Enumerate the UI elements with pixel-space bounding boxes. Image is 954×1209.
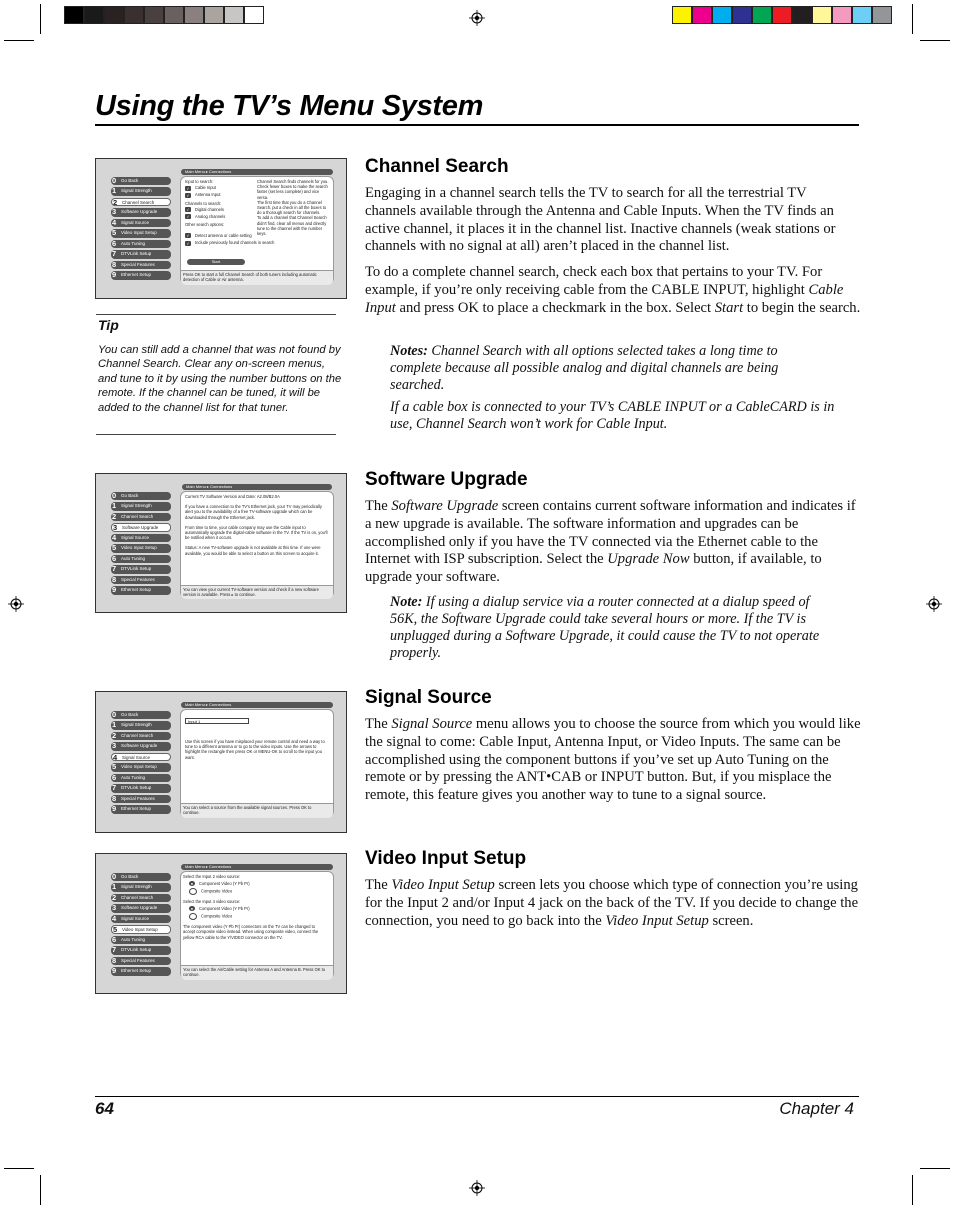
video-input-setup-paragraph: The Video Input Setup screen lets you choose which type of connection you’re using for the Input 2 and/or Input 4 jack on the back of the TV. If you decide to change the connection, you need to go back into the Video Input Setup screen.	[365, 877, 859, 929]
menu-item-label: Signal Strength	[121, 188, 152, 194]
screen-text: Detect antenna or cable setting	[195, 233, 252, 238]
section-heading-signal-source: Signal Source	[365, 687, 492, 708]
menu-item-number: 5	[113, 925, 118, 934]
color-swatch	[872, 6, 892, 24]
registration-mark-icon	[926, 596, 942, 612]
menu-item-label: Auto Tuning	[121, 936, 146, 942]
menu-item	[111, 187, 171, 195]
screen-text: Use this screen if you have misplaced your remote control and need a way to tune to a different antenna or to go to the video inputs. Use the arrows to highlight the rectangle then press OK or MENU-OK to scroll to the input you want.	[185, 739, 325, 760]
checkbox-icon: ✓	[186, 233, 190, 239]
menu-item	[111, 784, 171, 792]
channel-search-instructions: To do a complete channel search, check each box that pertains to your TV. For example, if you’re only receiving cable from the CABLE INPUT, highlight Cable Input and press OK to place a checkmark in the box. Select Start to begin the search.	[365, 264, 861, 316]
color-swatch	[852, 6, 872, 24]
menu-item-label: Video Input Setup	[121, 764, 157, 770]
menu-item-label: Ethernet Setup	[121, 806, 152, 812]
crop-mark	[4, 40, 34, 41]
software-upgrade-note: Note: If using a dialup service via a router connected at a dialup speed of 56K, the Software Upgrade could take several hours or more. If the TV is unplugged during a Software Upgrade, it could cause the TV to not operate properly.	[390, 594, 820, 661]
screen-panel	[180, 871, 334, 979]
footer-rule	[95, 1096, 859, 1097]
gray-swatch	[84, 6, 104, 24]
menu-item-label: DTVLink Setup	[121, 785, 152, 791]
menu-item-number: 6	[112, 554, 117, 563]
menu-item-label: Software Upgrade	[122, 525, 159, 531]
menu-item-label: Auto Tuning	[121, 240, 146, 246]
tip-heading: Tip	[98, 317, 119, 333]
menu-item	[111, 795, 171, 803]
menu-item-label: Go Back	[121, 493, 139, 498]
screen-text: Other search options:	[185, 222, 225, 228]
menu-item	[111, 177, 171, 185]
menu-item-number: 2	[112, 893, 117, 902]
menu-item	[111, 240, 171, 248]
color-swatch	[812, 6, 832, 24]
color-swatch	[792, 6, 812, 24]
menu-item-label: Ethernet Setup	[121, 968, 152, 974]
menu-item-number: 7	[112, 565, 117, 574]
screen-footer-text: You can select the Air/Cable setting for Antenna A and Antenna B. Press OK to continue.	[183, 967, 326, 978]
screen-text: Composite Video	[201, 888, 233, 894]
menu-item-label: Signal Source	[121, 534, 150, 540]
menu-item	[111, 883, 171, 891]
menu-item-label: Special Features	[121, 576, 155, 582]
menu-item-number: 8	[112, 260, 117, 269]
menu-item-label: Channel Search	[122, 199, 155, 205]
breadcrumb: Main Menu ▸ Connections	[181, 702, 333, 708]
menu-item-number: 3	[112, 742, 117, 751]
menu-item	[111, 957, 171, 965]
channel-search-note: Notes: Channel Search with all options selected takes a long time to complete because all possible analog and digital channels are being searched.	[390, 343, 779, 393]
screen-panel	[180, 491, 334, 598]
crop-mark	[912, 4, 913, 34]
menu-item-label: Special Features	[121, 795, 155, 801]
menu-item	[111, 513, 171, 521]
menu-item-number: 4	[112, 914, 117, 923]
checkbox-icon: ✓	[186, 185, 190, 191]
menu-item	[111, 250, 171, 258]
menu-item-label: Channel Search	[121, 513, 154, 519]
menu-item	[111, 544, 171, 552]
gray-swatch	[144, 6, 164, 24]
menu-item-label: DTVLink Setup	[121, 251, 152, 257]
menu-item-number: 3	[112, 208, 117, 217]
menu-item-number: 1	[112, 187, 117, 196]
menu-item	[111, 805, 171, 813]
menu-item-number: 0	[112, 711, 117, 719]
menu-item-number: 0	[112, 492, 117, 500]
signal-source-screenshot	[95, 691, 347, 833]
menu-item-number: 9	[112, 805, 117, 814]
menu-item-label: Auto Tuning	[121, 774, 146, 780]
menu-item	[111, 732, 171, 740]
screen-text: The component video (Y Pb Pr) connectors on the TV can be changed to accept composite video instead. When using composite video, connect the yellow RCA cable to the Y/VIDEO connector on the TV.	[183, 924, 319, 940]
screen-text: If you have a connection to the TV's Ethernet jack, your TV may periodically alert you to the availability of a free TV-software upgrade which can be downloaded through the Ethernet jack.	[185, 504, 322, 520]
menu-item	[111, 502, 171, 510]
menu-list	[111, 492, 171, 597]
screen-panel	[180, 176, 334, 284]
screen-text: Antenna Input	[195, 192, 221, 198]
color-swatch	[732, 6, 752, 24]
checkbox-icon: ✓	[186, 207, 190, 213]
gray-swatch	[184, 6, 204, 24]
menu-item-number: 9	[112, 586, 117, 595]
menu-item-label: Signal Strength	[121, 884, 152, 890]
crop-mark	[920, 40, 950, 41]
menu-item-number: 5	[112, 544, 117, 553]
menu-item	[111, 576, 171, 584]
menu-item-label: Software Upgrade	[121, 209, 158, 215]
checkbox-icon: ✓	[186, 240, 190, 246]
chapter-label: Chapter 4	[779, 1099, 854, 1118]
menu-item-number: 6	[112, 773, 117, 782]
menu-item-number: 3	[113, 523, 118, 532]
menu-item-label: Go Back	[121, 178, 139, 183]
menu-item-number: 8	[112, 956, 117, 965]
menu-item-number: 9	[112, 271, 117, 280]
menu-item-label: Video Input Setup	[121, 545, 157, 551]
menu-item	[111, 915, 171, 923]
menu-item	[111, 271, 171, 279]
tip-rule-top	[96, 314, 336, 315]
radio-icon	[189, 888, 197, 895]
menu-item-number: 8	[112, 575, 117, 584]
registration-mark-icon	[469, 10, 485, 26]
menu-item-label: Ethernet Setup	[121, 587, 152, 593]
menu-item-label: Channel Search	[121, 894, 154, 900]
screen-footer-text: Press OK to start a full Channel Search of both tuners including automatic detection of Cable or Air antenna.	[183, 272, 317, 283]
color-swatch	[772, 6, 792, 24]
menu-item	[111, 492, 171, 500]
menu-item-number: 5	[112, 763, 117, 772]
breadcrumb: Main Menu ▸ Connections	[181, 169, 333, 175]
menu-item	[111, 555, 171, 563]
menu-item-label: Signal Strength	[121, 503, 152, 509]
screen-text: Current TV Software Version and Date: A2.08/B2.0A	[185, 494, 280, 499]
menu-item	[111, 711, 171, 719]
menu-item-number: 2	[112, 731, 117, 740]
screen-text: From time to time, your cable company may use the Cable input to automatically upgrade the digital-cable software in the TV. If the TV is on, you'll be notified when it occurs.	[185, 524, 328, 541]
menu-item-number: 1	[112, 502, 117, 511]
screen-text: Component Video (Y Pb Pr)	[199, 880, 250, 886]
crop-mark	[920, 1168, 950, 1169]
gray-swatch	[64, 6, 84, 24]
software-upgrade-screenshot	[95, 473, 347, 613]
menu-item-label: Special Features	[121, 957, 155, 963]
menu-item	[111, 925, 171, 933]
menu-item-number: 7	[112, 250, 117, 259]
section-heading-video-input-setup: Video Input Setup	[365, 848, 527, 869]
channel-search-note-cable: If a cable box is connected to your TV’s CABLE INPUT or a CableCARD is in use, Channel Search won’t work for Cable Input.	[390, 399, 835, 432]
screen-footer-text: You can view your current TV-software version and check if a new software version is available. Press ▸ to continue.	[183, 587, 319, 598]
crop-mark	[912, 1175, 913, 1205]
menu-item-number: 6	[112, 935, 117, 944]
menu-item	[111, 586, 171, 594]
menu-item-label: Signal Strength	[121, 722, 152, 728]
title-rule	[95, 124, 859, 126]
radio-icon	[189, 913, 197, 920]
tip-text: You can still add a channel that was not found by Channel Search. Clear any on-screen menus, and tune to it by using the number buttons on the remote. If the channel can be tuned, it will be added to the channel list for that tuner.	[98, 344, 342, 414]
menu-item	[111, 936, 171, 944]
menu-item-label: Channel Search	[121, 732, 154, 738]
menu-item	[111, 261, 171, 269]
gray-swatch	[224, 6, 244, 24]
color-swatch	[832, 6, 852, 24]
menu-item-number: 3	[112, 904, 117, 913]
start-button: Start	[187, 259, 245, 265]
menu-item	[111, 721, 171, 729]
menu-item	[111, 873, 171, 881]
screen-text: Channel Search finds channels for you. Check fewer boxes to make the search faster (set less complete) and vice versa. The first time that you do a Channel Search, put a check in all the boxes to do a thorough search for channels. To add a channel that Channel Search didn't find, clear all menus and directly tune to the channel with the number keys.	[257, 179, 329, 237]
menu-item-number: 0	[112, 873, 117, 881]
menu-item-number: 0	[112, 177, 117, 185]
menu-item	[111, 565, 171, 573]
menu-list	[111, 177, 171, 282]
gray-swatch	[104, 6, 124, 24]
signal-source-paragraph: The Signal Source menu allows you to choose the source from which you would like the signal to come: Cable Input, Antenna Input, or Video Inputs. The same can be accomplished using the component buttons if you’ve set up Auto Tuning on the remote or by pressing the ANT•CAB or INPUT button. But, if you misplace the remote, this feature gives you another way to tune to a signal source.	[365, 716, 861, 804]
menu-list	[111, 711, 171, 816]
section-heading-channel-search: Channel Search	[365, 156, 509, 177]
menu-item	[111, 219, 171, 227]
screen-text: Include previously found channels in search	[195, 240, 275, 246]
menu-item-number: 2	[112, 512, 117, 521]
screen-text: Status: A new TV-software upgrade is not available at this time. If one were available, you would be able to select a button on this screen to acquire it.	[185, 545, 321, 556]
channel-search-paragraph: Engaging in a channel search tells the TV to search for all the terrestrial TV channels available through the Antenna and Cable Inputs. When the TV finds an active channel, it places it in the channel list. Inactive channels (weak stations or channels with no signal at all) aren’t placed in the channel list.	[365, 185, 836, 255]
registration-mark-icon	[8, 596, 24, 612]
registration-mark-icon	[469, 1180, 485, 1196]
color-swatch	[672, 6, 692, 24]
menu-item-number: 8	[112, 794, 117, 803]
crop-mark	[40, 1175, 41, 1205]
menu-item	[111, 904, 171, 912]
menu-item-number: 1	[112, 883, 117, 892]
crop-mark	[4, 1168, 34, 1169]
menu-item	[111, 774, 171, 782]
menu-item-label: Signal Source	[121, 219, 150, 225]
menu-item	[111, 763, 171, 771]
gray-swatch	[204, 6, 224, 24]
menu-item-number: 4	[112, 218, 117, 227]
menu-item-number: 6	[112, 239, 117, 248]
screen-text: Select the Input 2 video source:	[183, 874, 241, 879]
menu-item	[111, 208, 171, 216]
menu-item-label: Software Upgrade	[121, 743, 158, 749]
menu-item-label: Special Features	[121, 261, 155, 267]
menu-list	[111, 873, 171, 978]
menu-item	[111, 894, 171, 902]
video-input-setup-screenshot	[95, 853, 347, 994]
screen-panel	[180, 709, 334, 817]
screen-text: Select the Input 4 video source:	[183, 899, 241, 905]
screen-text: Cable Input	[195, 185, 216, 191]
screen-text: Analog channels	[195, 213, 226, 219]
menu-item-label: Auto Tuning	[121, 555, 146, 561]
menu-item	[111, 523, 171, 531]
menu-item-label: Go Back	[121, 712, 139, 717]
color-swatch	[712, 6, 732, 24]
menu-item-label: DTVLink Setup	[121, 566, 152, 572]
menu-item-label: Signal Source	[122, 754, 151, 760]
screen-text: Composite Video	[201, 913, 233, 919]
menu-item	[111, 946, 171, 954]
radio-icon: ●	[190, 906, 194, 912]
breadcrumb: Main Menu ▸ Connections	[182, 484, 332, 490]
software-upgrade-paragraph: The Software Upgrade screen contains current software information and indicates if a new upgrade is available. The software information and upgrades can be accomplished only if you have the TV connected via the Ethernet cable to the Internet with ISP subscription. Select the Upgrade Now button, if available, to upgrade your software.	[365, 498, 856, 586]
breadcrumb: Main Menu ▸ Connections	[181, 864, 333, 870]
crop-mark	[40, 4, 41, 34]
menu-item-number: 2	[113, 197, 118, 207]
menu-item-number: 4	[113, 752, 118, 762]
menu-item-label: Video Input Setup	[121, 230, 157, 236]
menu-item	[111, 742, 171, 750]
gray-swatch	[244, 6, 264, 24]
signal-input-box: Input 1	[185, 718, 249, 724]
menu-item-number: 7	[112, 784, 117, 793]
menu-item-number: 5	[112, 229, 117, 238]
color-swatch	[752, 6, 772, 24]
color-swatch	[692, 6, 712, 24]
screen-text: Input to search:	[185, 179, 214, 184]
menu-item-label: DTVLink Setup	[121, 947, 152, 953]
screen-text: Digital channels	[195, 206, 224, 212]
tip-rule-bottom	[96, 434, 336, 435]
checkbox-icon: ✓	[186, 214, 190, 220]
page-number: 64	[95, 1099, 114, 1118]
screen-text: Channels to search:	[185, 200, 222, 206]
gray-swatch	[164, 6, 184, 24]
menu-item-number: 7	[112, 946, 117, 955]
menu-item	[111, 534, 171, 542]
menu-item-number: 1	[112, 721, 117, 730]
menu-item-label: Ethernet Setup	[121, 272, 152, 278]
menu-item-label: Go Back	[121, 874, 139, 879]
channel-search-screenshot	[95, 158, 347, 299]
checkbox-icon: ✓	[186, 192, 190, 198]
gray-swatch	[124, 6, 144, 24]
menu-item-label: Software Upgrade	[121, 905, 158, 911]
radio-icon: ●	[190, 881, 194, 887]
screen-footer-text: You can select a source from the available signal sources. Press OK to continue.	[183, 805, 312, 816]
menu-item	[111, 229, 171, 237]
section-heading-software-upgrade: Software Upgrade	[365, 469, 528, 490]
menu-item	[111, 198, 171, 206]
menu-item-number: 9	[112, 967, 117, 976]
menu-item-label: Signal Source	[121, 915, 150, 921]
screen-text: Component Video (Y Pb Pr)	[199, 905, 250, 911]
menu-item	[111, 753, 171, 761]
menu-item-label: Video Input Setup	[122, 927, 158, 933]
menu-item	[111, 967, 171, 975]
menu-item-number: 4	[112, 533, 117, 542]
page-title: Using the TV’s Menu System	[95, 90, 484, 122]
